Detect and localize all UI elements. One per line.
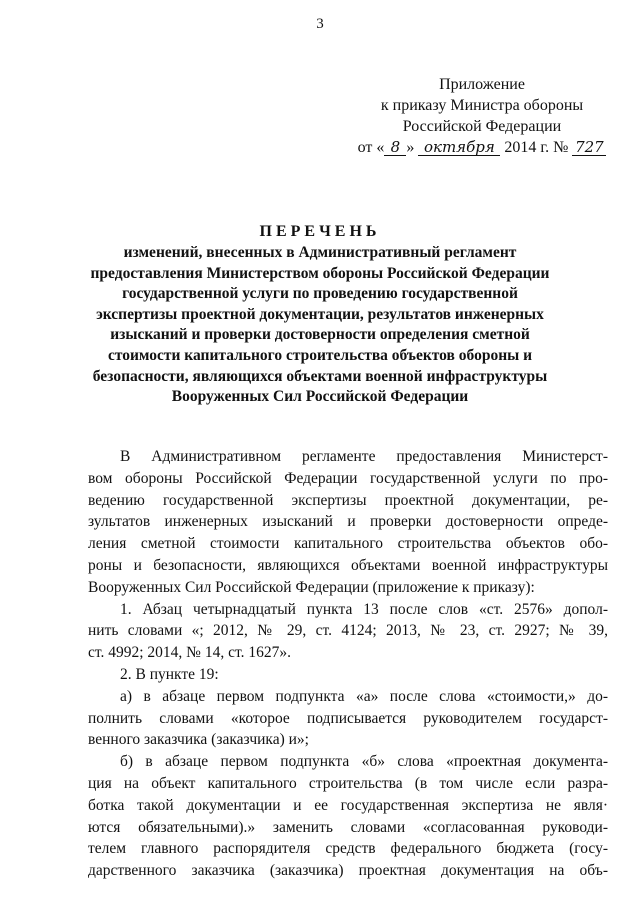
body-line: б) в абзаце первом подпункта «б» слова «проектная документа-	[120, 753, 608, 771]
title-line: безопасности, являющихся объектами военной инфраструктуры	[92, 367, 548, 385]
body-line: Вооруженных Сил Российской Федерации (приложение к приказу):	[88, 578, 535, 596]
body-text	[88, 446, 608, 882]
body-line: ция на объект капитального строительства (в том числе если разра-	[88, 774, 608, 792]
body-line: ботка такой документации и ее государственная экспертиза не явля·	[88, 796, 608, 814]
title-line: изысканий и проверки достоверности определения сметной	[110, 326, 530, 344]
appendix-date-line	[352, 137, 612, 158]
body-line: ления сметной стоимости капитального строительства объектов обо-	[88, 535, 608, 553]
title-line: предоставления Министерством обороны Российской Федерации	[90, 264, 550, 282]
title-line: стоимости капитального строительства объектов обороны и	[107, 346, 533, 364]
body-line: 1. Абзац четырнадцатый пункта 13 после слов «ст. 2576» допол-	[120, 600, 608, 618]
body-line: ст. 4992; 2014, № 14, ст. 1627».	[88, 644, 291, 662]
appendix-block	[352, 74, 612, 158]
body-line: телем главного распорядителя средств федерального бюджета (госу-	[88, 840, 608, 858]
body-line: зультатов инженерных изысканий и проверки достоверности опреде-	[88, 513, 608, 531]
body-line: ведению государственной экспертизы проектной документации, ре-	[88, 491, 608, 509]
body-line: полнить словами «которое подписывается руководителем государст-	[88, 709, 608, 727]
title-line: государственной услуги по проведению государственной	[122, 285, 518, 303]
page-number: 3	[316, 16, 324, 32]
body-line: вом обороны Российской Федерации государственной услуги по про-	[88, 469, 608, 487]
document-title	[30, 221, 610, 408]
title-subtitle	[30, 243, 610, 408]
appendix-country: Российской Федерации	[402, 118, 562, 135]
body-line: нить словами «; 2012, № 29, ст. 4124; 2013, № 23, ст. 2927; № 39,	[88, 622, 608, 640]
handwritten-month: октября	[418, 139, 500, 156]
date-mid: »	[406, 139, 415, 156]
handwritten-order-number: 727	[572, 139, 606, 156]
date-suffix: 2014 г. №	[504, 139, 569, 156]
appendix-title: Приложение	[439, 76, 525, 93]
date-prefix: от «	[357, 139, 385, 156]
title-line: Вооруженных Сил Российской Федерации	[171, 388, 469, 406]
appendix-order-ref: к приказу Министра обороны	[380, 97, 584, 114]
body-line: а) в абзаце первом подпункта «а» после слова «стоимости,» до-	[120, 687, 608, 705]
body-line: венного заказчика (заказчика) и»;	[88, 731, 309, 749]
body-line: 2. В пункте 19:	[120, 665, 219, 683]
title-line: экспертизы проектной документации, результатов инженерных	[96, 305, 544, 323]
body-line: роны и безопасности, являющихся объектами военной инфраструктуры	[88, 556, 608, 574]
body-line: В Административном регламенте предоставления Министерст-	[120, 448, 608, 465]
handwritten-day: 8	[384, 139, 406, 156]
title-heading: ПЕРЕЧЕНЬ	[259, 223, 381, 240]
body-line: дарственного заказчика (заказчика) проектная документация на объ-	[88, 862, 608, 880]
body-line: ются обязательными).» заменить словами «согласованная руководи-	[88, 818, 608, 836]
title-line: изменений, внесенных в Административный регламент	[123, 244, 517, 261]
